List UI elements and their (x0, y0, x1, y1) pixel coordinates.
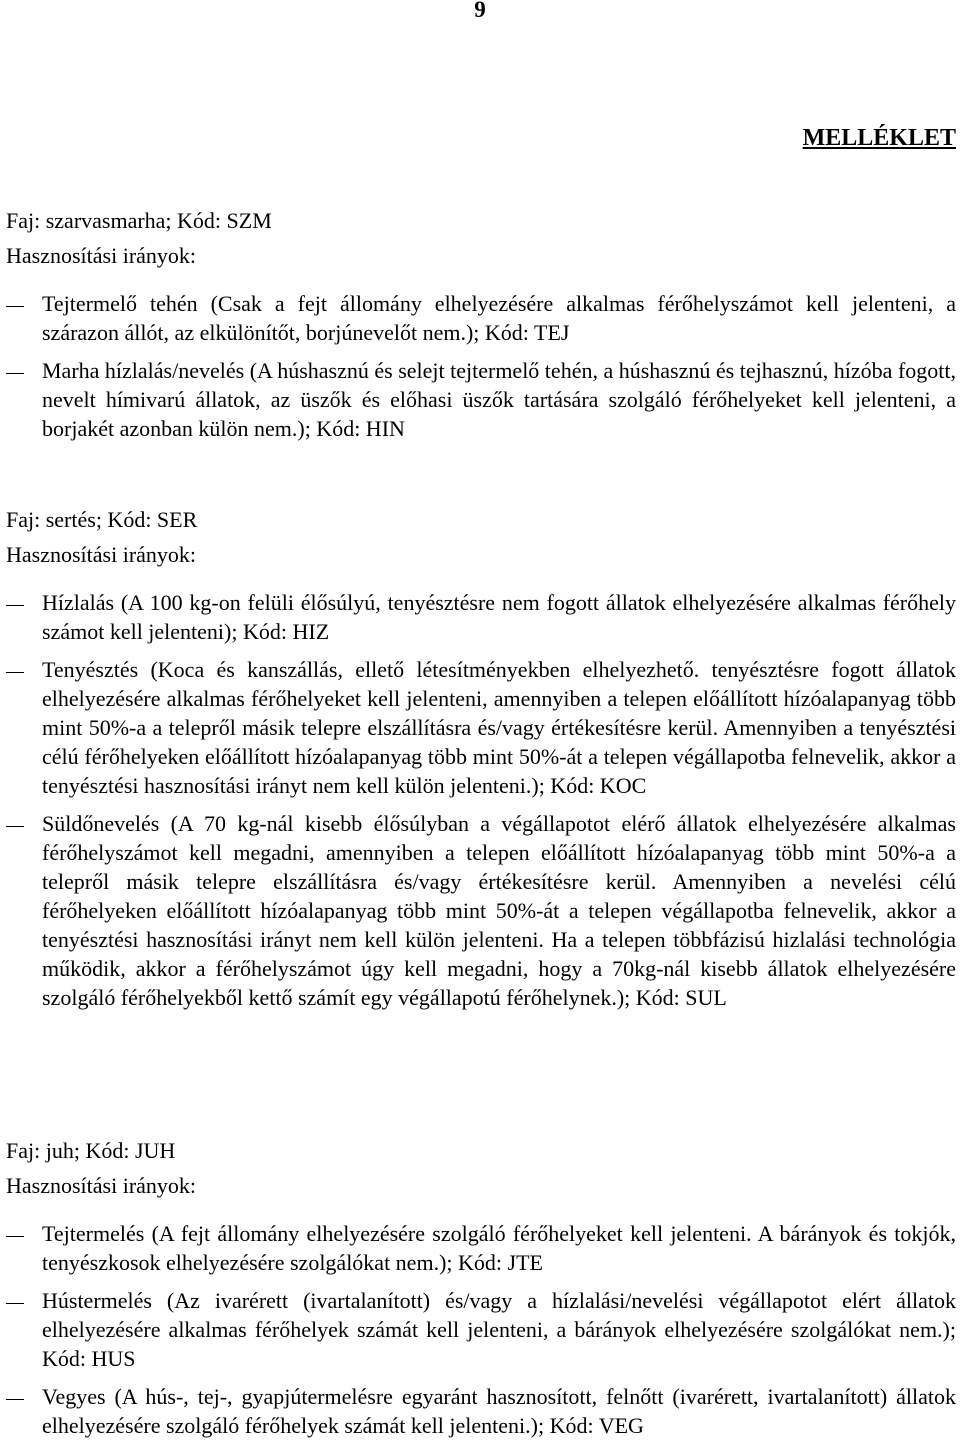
list-item (6, 655, 956, 800)
list-item (6, 1219, 956, 1277)
section-juh (6, 1133, 956, 1449)
dash-bullet (6, 672, 24, 673)
section-szarvasmarha (6, 203, 956, 452)
list-item (6, 356, 956, 443)
section-sertes (6, 502, 956, 1021)
usage-list (6, 1219, 956, 1440)
list-item-text: Tenyésztés (Koca és kanszállás, ellető létesítményekben elhelyezhető. tenyésztésre fogott állatok elhelyezésére alkalmas férőhelyeket kell jelenteni, amennyiben a telepen előállított hízóalapanyag több mint 50%-a a telepről másik telepre elszállításra és/vagy értékesítésre kerül. Amennyiben a tenyésztési célú férőhelyeken előállított hízóalapanyag több mint 50%-át a telepen végállapotba felnevelik, akkor a tenyésztési hasznosítási irányt nem kell külön jelenteni.); Kód: KOC (42, 657, 956, 798)
species-line: Faj: szarvasmarha; Kód: SZM (6, 208, 272, 233)
list-item (6, 289, 956, 347)
usage-list (6, 588, 956, 1012)
list-item-text: Tejtermelés (A fejt állomány elhelyezésére szolgáló férőhelyeket kell jelenteni. A bárányok és tokjók, tenyészkosok elhelyezésére szolgálókat nem.); Kód: JTE (42, 1221, 956, 1275)
usage-list (6, 289, 956, 443)
species-line: Faj: sertés; Kód: SER (6, 507, 198, 532)
list-item-text: Vegyes (A hús-, tej-, gyapjútermelésre egyaránt hasznosított, felnőtt (ivarérett, ivartalanított) állatok elhelyezésére szolgáló férőhelyek számát kell jelenteni.); Kód: VEG (42, 1384, 956, 1438)
list-item-text: Marha hízlalás/nevelés (A húshasznú és selejt tejtermelő tehén, a húshasznú és tejhasznú, hízóba fogott, nevelt hímivarú állatok, az üszők és előhasi üszők tartására szolgáló férőhelyeket kell jelenteni, a borjakét azonban külön nem.); Kód: HIN (42, 358, 956, 441)
dash-bullet (6, 605, 24, 606)
list-item (6, 588, 956, 646)
list-item (6, 809, 956, 1012)
list-item-text: Süldőnevelés (A 70 kg-nál kisebb élősúlyban a végállapotot elérő állatok elhelyezésére alkalmas férőhelyszámot kell megadni, amennyiben a telepen előállított hízóalapanyag több mint 50%-a a telepről másik telepre elszállításra és/vagy értékesítésre kerül. Amennyiben a nevelési célú férőhelyeken előállított hízóalapanyag több mint 50%-át a telepen végállapotba felnevelik, akkor a tenyésztési hasznosítási irányt nem kell külön jelenteni. Ha a telepen többfázisú hizlalási technológia működik, akkor a férőhelyszámot úgy kell megadni, hogy a 70kg-nál kisebb állatok elhelyezésére szolgáló férőhelyekből kettő számít egy végállapotú férőhelynek.); Kód: SUL (42, 811, 956, 1010)
usage-label: Hasznosítási irányok: (6, 243, 197, 268)
dash-bullet (6, 1236, 24, 1237)
dash-bullet (6, 1303, 24, 1304)
list-item-text: Hústermelés (Az ivarérett (ivartalanított) és/vagy a hízlalási/nevelési végállapotot elért állatok elhelyezésére alkalmas férőhelyek számát kell jelenteni, a bárányok elhelyezésére szolgálókat nem.); Kód: HUS (42, 1288, 956, 1371)
dash-bullet (6, 826, 24, 827)
page-heading: MELLÉKLET (802, 125, 956, 151)
dash-bullet (6, 373, 24, 374)
list-item (6, 1286, 956, 1373)
list-item-text: Tejtermelő tehén (Csak a fejt állomány elhelyezésére alkalmas férőhelyszámot kell jelenteni, a szárazon állót, az elkülönítőt, borjúnevelőt nem.); Kód: TEJ (42, 291, 956, 345)
dash-bullet (6, 1399, 24, 1400)
usage-label: Hasznosítási irányok: (6, 1173, 197, 1198)
dash-bullet (6, 306, 24, 307)
page-number: 9 (474, 0, 486, 22)
list-item (6, 1382, 956, 1440)
usage-label: Hasznosítási irányok: (6, 542, 197, 567)
species-line: Faj: juh; Kód: JUH (6, 1138, 176, 1163)
list-item-text: Hízlalás (A 100 kg-on felüli élősúlyú, tenyésztésre nem fogott állatok elhelyezésére alkalmas férőhely számot kell jelenteni); Kód: HIZ (42, 590, 956, 644)
